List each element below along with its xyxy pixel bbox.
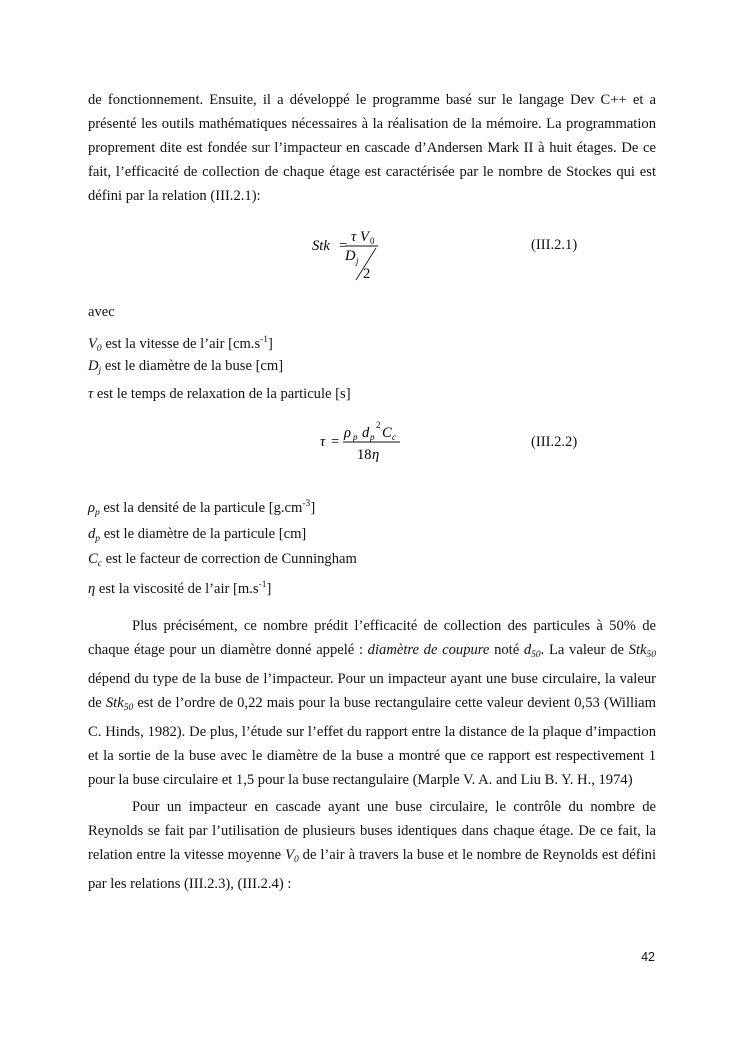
eq2-number: (III.2.2)	[531, 434, 578, 450]
definition-dj: $D_j$ est le diamètre de la buse [cm]	[88, 358, 284, 376]
eq1-d: D	[345, 248, 356, 264]
definition-cc: $C_c$ est le facteur de correction de Cunningham	[88, 551, 357, 569]
eq1-v-sub: 0	[370, 236, 375, 246]
definition-tau: τ est le temps de relaxation de la particule [s]	[88, 386, 351, 402]
eq2-denom: 18	[357, 447, 372, 463]
eq1-d-sub: j	[356, 256, 359, 266]
definition-eta: η est la viscosité de l’air $[m.s^{-1}]$	[88, 580, 272, 597]
equation-stokes	[300, 222, 420, 284]
eq2-d: d	[362, 425, 370, 441]
equation-relaxation-time	[315, 418, 415, 468]
paragraph-cut-diameter: Plus précisément, ce nombre prédit l’efficacité de collection des particules à 50% de chaque étage pour un diamètre donné appelé : diamètre de coupure noté $d_{50}$. La valeur de Stk$_{50}$ dépend du type de la buse de l’impacteur. Pour un impacteur ayant une buse circulaire, la valeur de Stk$_{50}$ est de l’ordre de 0,22 mais pour la buse rectangulaire cette valeur devient 0,53 (William C. Hinds, 1982). De plus, l’étude sur l’effet du rapport entre la distance de la plaque d’impaction et la sortie de la buse avec le diamètre de la buse a montré que ce rapport est respectivement 1 pour la buse circulaire et 1,5 pour la buse rectangulaire (Marple V. A. and Liu B. Y. H., 1974)	[88, 618, 656, 788]
eq1-equals: =	[339, 238, 348, 254]
definition-dp: $d_p$ est le diamètre de la particule [cm]	[88, 526, 307, 544]
page-number: 42	[641, 950, 655, 964]
eq1-v: V	[360, 229, 369, 245]
intro-paragraph: de fonctionnement. Ensuite, il a développé le programme basé sur le langage Dev C++ et a présenté les outils mathématiques nécessaires à la réalisation de la mémoire. La programmation proprement dite est fondée sur l’impacteur en cascade d’Andersen Mark II à huit étages. De ce fait, l’efficacité de collection de chaque étage est caractérisée par le nombre de Stockes qui est défini par la relation (III.2.1):	[88, 92, 656, 204]
eq2-d-sub: p	[370, 432, 375, 442]
eq1-two: 2	[363, 266, 371, 282]
eq1-tau: τ	[351, 229, 357, 245]
eq2-rho: ρ	[344, 425, 352, 441]
eq2-rho-sub: p	[353, 432, 358, 442]
definition-rho: $\rho_p$ est la densité de la particule $[g.cm^{-3}]$	[88, 499, 316, 518]
eq1-lhs: Stk	[312, 238, 330, 254]
definition-v0: $V_0$ est la vitesse de l’air $[cm.s^{-1}]$	[88, 335, 273, 354]
eq2-c-sub: c	[392, 432, 396, 442]
eq2-eta: η	[372, 447, 380, 463]
eq2-c: C	[382, 425, 392, 441]
eq2-equals: =	[331, 434, 340, 450]
eq2-lhs: τ	[320, 434, 326, 450]
eq1-number: (III.2.1)	[531, 237, 578, 253]
eq2-d-sup: 2	[376, 420, 381, 430]
avec-label: avec	[88, 304, 115, 320]
paragraph-reynolds: Pour un impacteur en cascade ayant une buse circulaire, le contrôle du nombre de Reynolds se fait par l’utilisation de plusieurs buses identiques dans chaque étage. De ce fait, la relation entre la vitesse moyenne $V_0$ de l’air à travers la buse et le nombre de Reynolds est défini par les relations (III.2.3), (III.2.4) :	[88, 799, 657, 892]
